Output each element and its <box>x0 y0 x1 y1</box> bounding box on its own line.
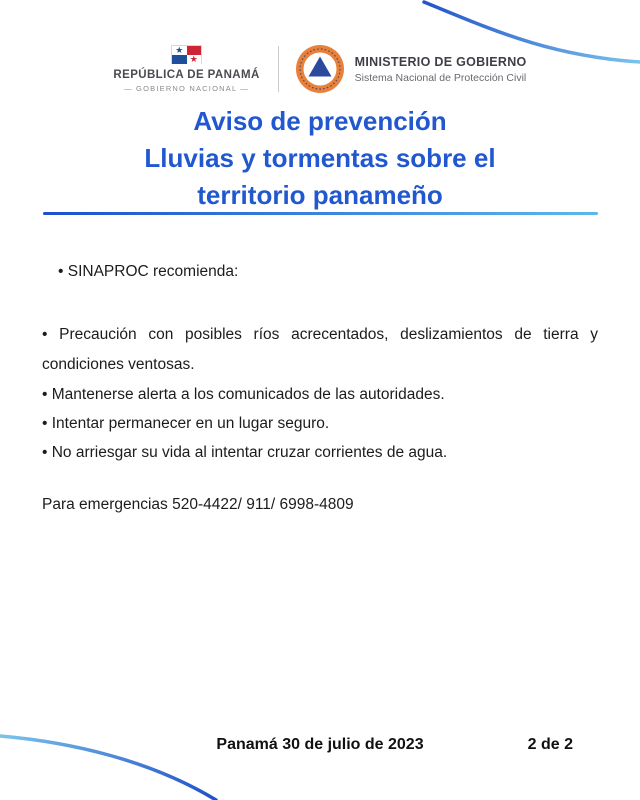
title-line-1: Aviso de prevención <box>193 106 447 136</box>
ministry-text <box>355 55 527 84</box>
flag-blue-quadrant <box>172 55 187 64</box>
org-name: REPÚBLICA DE PANAMÁ <box>113 69 260 81</box>
title-line-2: Lluvias y tormentas sobre el <box>144 143 496 173</box>
recommendation-item: • Mantenerse alerta a los comunicados de las autoridades. <box>42 380 598 409</box>
ministry-logo-block <box>295 44 527 94</box>
advisory-body <box>42 262 598 515</box>
footer-date: Panamá 30 de julio de 2023 <box>216 736 424 753</box>
sinaproc-logo-icon <box>295 44 345 94</box>
republica-panama-logo <box>113 45 259 93</box>
page-number: 2 de 2 <box>527 736 573 753</box>
ministry-subtitle: Sistema Nacional de Protección Civil <box>354 71 527 84</box>
recommendation-item: • No arriesgar su vida al intentar cruzar corrientes de agua. <box>42 438 598 467</box>
recommendation-item: • Intentar permanecer en un lugar seguro. <box>42 409 598 438</box>
flag-blue-star: ★ <box>172 46 187 55</box>
header-vertical-divider <box>278 46 279 92</box>
page-title <box>0 103 640 214</box>
ministry-name: MINISTERIO DE GOBIERNO <box>354 54 527 69</box>
org-subtitle: — GOBIERNO NACIONAL — <box>124 84 250 93</box>
emergency-contacts: Para emergencias 520-4422/ 911/ 6998-4809 <box>42 496 354 513</box>
title-divider-line <box>43 212 598 215</box>
intro-bullet: • SINAPROC recomienda: <box>42 262 598 282</box>
panama-flag-icon <box>171 45 202 64</box>
recommendation-item: • Precaución con posibles ríos acrecentados, deslizamientos de tierra y condiciones ventosas. <box>42 320 598 380</box>
header <box>0 44 640 94</box>
title-line-3: territorio panameño <box>197 180 443 210</box>
flag-red-star: ★ <box>187 55 202 64</box>
